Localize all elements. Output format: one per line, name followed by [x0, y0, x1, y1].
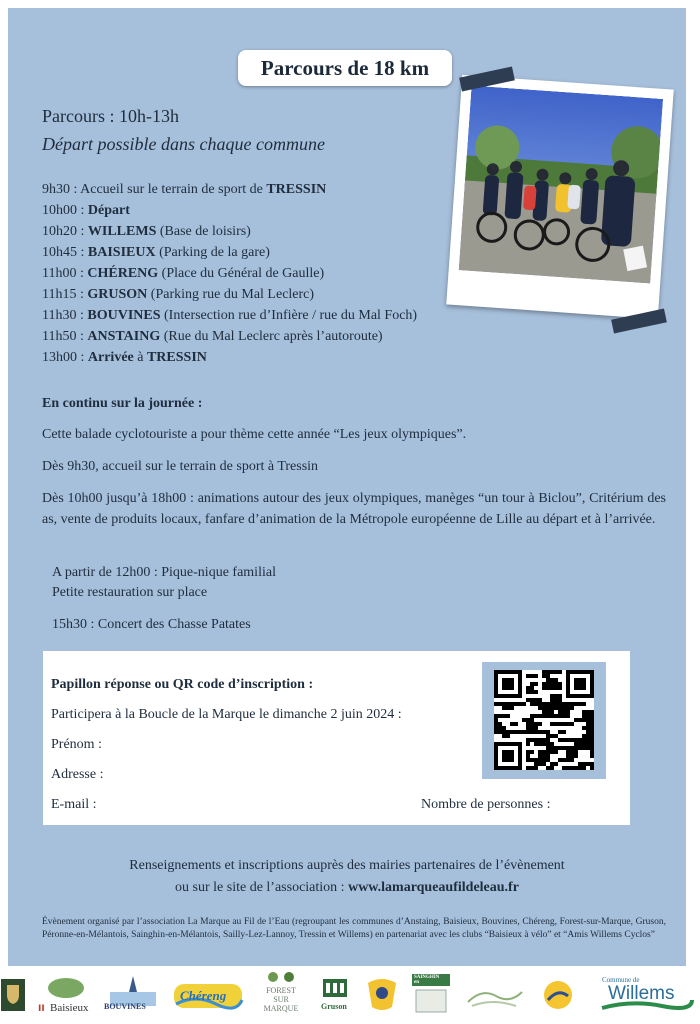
schedule-detail: (Base de loisirs)	[159, 224, 251, 239]
qr-code-pattern	[494, 670, 594, 770]
schedule-detail: (Intersection rue d’Infière / rue du Mal Foch)	[164, 308, 418, 323]
email-field[interactable]: E-mail :	[51, 797, 97, 812]
logo-bouvines-text: BOUVINES	[104, 1002, 146, 1011]
schedule-time: 13h00 :	[42, 350, 85, 365]
organizer-footnote: Évènement organisé par l’association La Marque au Fil de l’Eau (regroupant les communes d’Anstaing, Baisieux, Bouvines, Chéreng, Forest-sur-Marque, Gruson, Péronne-en-Mélantois, Sainghin-en-Mélantois, Sailly-Lez-Lannoy, Tressin et Willems) en partenariat avec les clubs “Baisieux à vélo” et “Amis Willems Cyclos”	[42, 917, 666, 940]
form-heading: Papillon réponse ou QR code d’inscription :	[51, 677, 314, 692]
hills-icon	[462, 974, 526, 1016]
animations-paragraph: Dès 10h00 jusqu’à 18h00 : animations autour des jeux olympiques, manèges “un tour à Biclou”, Critérium des as, vente de produits locaux, fanfare d’animation de la Métropole européenne de Lille au départ et à l’arrivée.	[42, 491, 666, 527]
logo-forest-text	[262, 986, 300, 1013]
theme-paragraph: Cette balade cyclotouriste a pour thème cette année “Les jeux olympiques”.	[42, 427, 467, 442]
welcome-paragraph: Dès 9h30, accueil sur le terrain de sport à Tressin	[42, 459, 319, 474]
schedule-detail: (Parking de la gare)	[159, 245, 270, 260]
partner-logos	[0, 966, 700, 1024]
schedule-time: 11h30 :	[42, 308, 84, 323]
schedule-item	[42, 179, 417, 200]
logo-chereng-text: Chéreng	[180, 988, 227, 1003]
schedule-item	[42, 200, 417, 221]
route-hours: Parcours : 10h-13h	[42, 106, 179, 126]
info-prefix: ou sur le site de l’association :	[175, 880, 345, 895]
info-line-2	[8, 880, 686, 896]
cyclists-photo	[446, 75, 674, 319]
logo-willems-text: Willems	[608, 983, 675, 1004]
schedule-item	[42, 221, 417, 242]
info-line-1: Renseignements et inscriptions auprès des mairies partenaires de l’évènement	[129, 858, 565, 873]
logo-forest-line-3: MARQUE	[263, 1004, 299, 1013]
logo-gruson	[318, 974, 352, 1016]
logo-willems	[596, 974, 696, 1016]
schedule-time: 9h30 :	[42, 182, 78, 197]
firstname-field[interactable]: Prénom :	[51, 737, 102, 752]
logo-forest-line-1: FOREST	[266, 986, 296, 995]
schedule-text: Accueil sur le terrain de sport de	[80, 182, 263, 197]
schedule-place: BAISIEUX	[87, 245, 156, 260]
food-line: Petite restauration sur place	[52, 585, 208, 600]
crest-icon	[364, 975, 400, 1015]
schedule-time: 10h45 :	[42, 245, 85, 260]
logo-willems-caption: Commune de	[602, 976, 640, 984]
schedule-time: 10h20 :	[42, 224, 85, 239]
qr-code[interactable]	[494, 670, 594, 770]
schedule-place: BOUVINES	[87, 308, 161, 323]
schedule-item	[42, 305, 417, 326]
logo-gruson-text: Gruson	[321, 1002, 347, 1011]
qr-code-frame	[482, 662, 606, 779]
people-count-field[interactable]: Nombre de personnes :	[421, 797, 551, 812]
schedule-place: TRESSIN	[266, 182, 327, 197]
website-link[interactable]: www.lamarqueaufildeleau.fr	[348, 880, 519, 895]
logo-baisieux	[36, 974, 98, 1016]
schedule-time: 10h00 :	[42, 203, 85, 218]
logo-sainghin-text	[414, 975, 439, 985]
schedule-detail: (Rue du Mal Leclerc après l’autoroute)	[163, 329, 383, 344]
schedule-detail: à	[137, 350, 144, 365]
page-title: Parcours de 18 km	[238, 50, 452, 86]
schedule-detail: (Place du Général de Gaulle)	[161, 266, 325, 281]
schedule-time: 11h15 :	[42, 287, 84, 302]
participate-label: Participera à la Boucle de la Marque le dimanche 2 juin 2024 :	[51, 707, 402, 722]
schedule-place: GRUSON	[87, 287, 148, 302]
schedule-item	[42, 326, 417, 347]
logo-anstaing	[538, 974, 578, 1016]
logo-peronne	[364, 974, 400, 1016]
route-start-note: Départ possible dans chaque commune	[42, 134, 325, 154]
logo-tressin	[0, 974, 26, 1016]
logo-sainghin	[412, 974, 450, 1016]
picnic-line: A partir de 12h00 : Pique-nique familial	[52, 565, 276, 580]
schedule-time: 11h00 :	[42, 266, 84, 281]
schedule-place: ANSTAING	[87, 329, 161, 344]
logo-sailly	[462, 974, 526, 1016]
logo-bouvines	[102, 974, 164, 1016]
logo-forest-sur-marque	[256, 974, 306, 1016]
svg-text:ıı: ıı	[38, 1000, 45, 1014]
photo-illustration	[459, 86, 663, 284]
address-field[interactable]: Adresse :	[51, 767, 104, 782]
schedule-place-end: TRESSIN	[146, 350, 207, 365]
schedule-time: 11h50 :	[42, 329, 84, 344]
logo-forest-line-2: SUR	[273, 995, 289, 1004]
schedule-place: Départ	[87, 203, 130, 218]
schedule-item	[42, 284, 417, 305]
sun-icon	[538, 974, 578, 1016]
schedule-place: WILLEMS	[87, 224, 157, 239]
shield-icon	[1, 979, 25, 1011]
schedule-item	[42, 263, 417, 284]
day-heading: En continu sur la journée :	[42, 396, 203, 411]
schedule-place: CHÉRENG	[87, 266, 159, 281]
logo-sainghin-line-2: en	[414, 980, 419, 985]
schedule-list	[42, 179, 417, 368]
schedule-detail: (Parking rue du Mal Leclerc)	[150, 287, 315, 302]
logo-baisieux-text: Baisieux	[50, 1002, 89, 1014]
schedule-item	[42, 347, 417, 368]
photo-image	[459, 86, 663, 284]
schedule-place: Arrivée	[87, 350, 134, 365]
schedule-item	[42, 242, 417, 263]
registration-form	[43, 651, 630, 825]
concert-line: 15h30 : Concert des Chasse Patates	[52, 617, 251, 632]
logo-chereng	[172, 974, 244, 1016]
logo-sainghin-line-1: SAINGHIN	[414, 975, 440, 980]
